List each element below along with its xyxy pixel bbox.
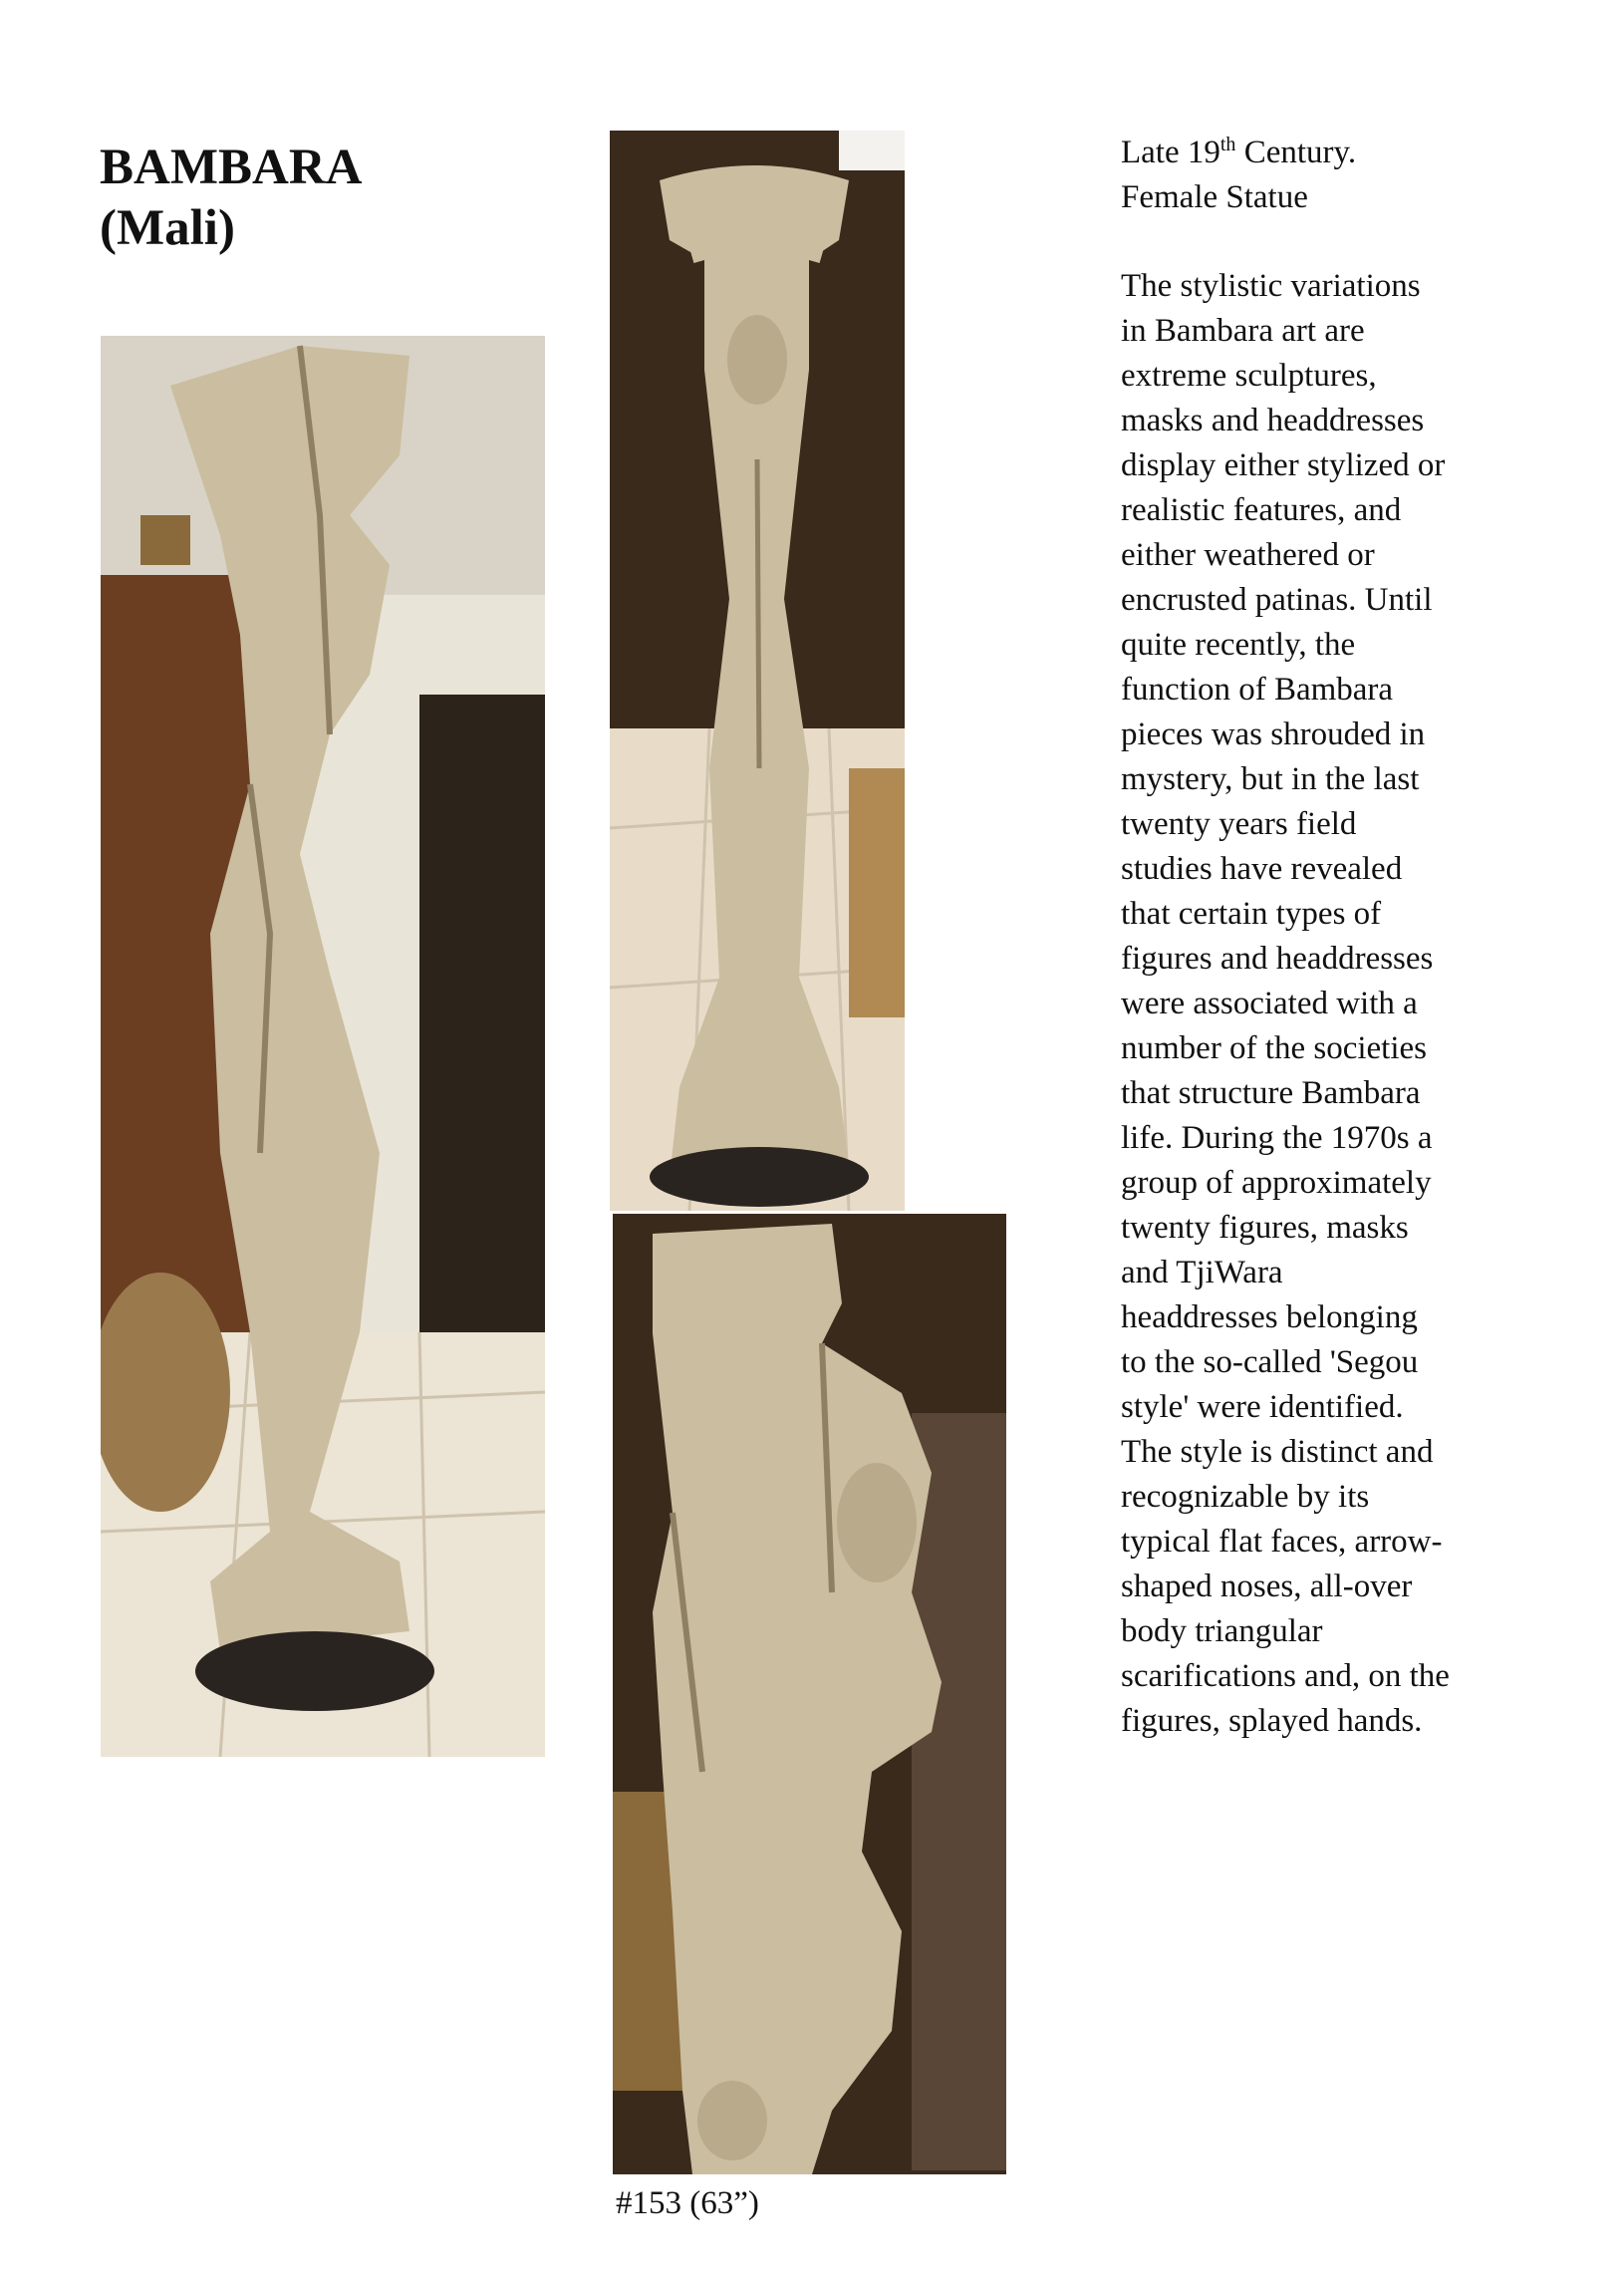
object-summary <box>1121 131 1356 220</box>
description-text: The stylistic variations in Bambara art are extreme sculptures, masks and headdresses display either stylized or realistic features, and either weathered or encrusted patinas. Until quite recently, the function of Bambara pieces was shrouded in mystery, but in the last twenty years field studies have revealed that certain types of figures and headdresses were associated with a number of the societies that structure Bambara life. During the 1970s a group of approximately twenty figures, masks and TjiWara headdresses belonging to the so-called 'Segou style' were identified. The style is distinct and recognizable by its typical flat faces, arrow- shaped noses, all-over body triangular scarifications and, on the figures, splayed hands. <box>1121 268 1450 1739</box>
century-suffix: Century. <box>1235 135 1357 170</box>
title-region: (Mali) <box>100 200 235 256</box>
object-type: Female Statue <box>1121 179 1308 215</box>
century-superscript: th <box>1219 134 1236 155</box>
statue-detail-photo <box>613 1214 1006 2174</box>
statue-side-photo <box>101 336 545 1757</box>
photo-caption: #153 (63”) <box>616 2185 759 2221</box>
statue-front-photo <box>610 131 905 1211</box>
century-prefix: Late 19 <box>1121 135 1220 170</box>
page-title <box>100 138 363 259</box>
title-tribe: BAMBARA <box>100 140 363 195</box>
